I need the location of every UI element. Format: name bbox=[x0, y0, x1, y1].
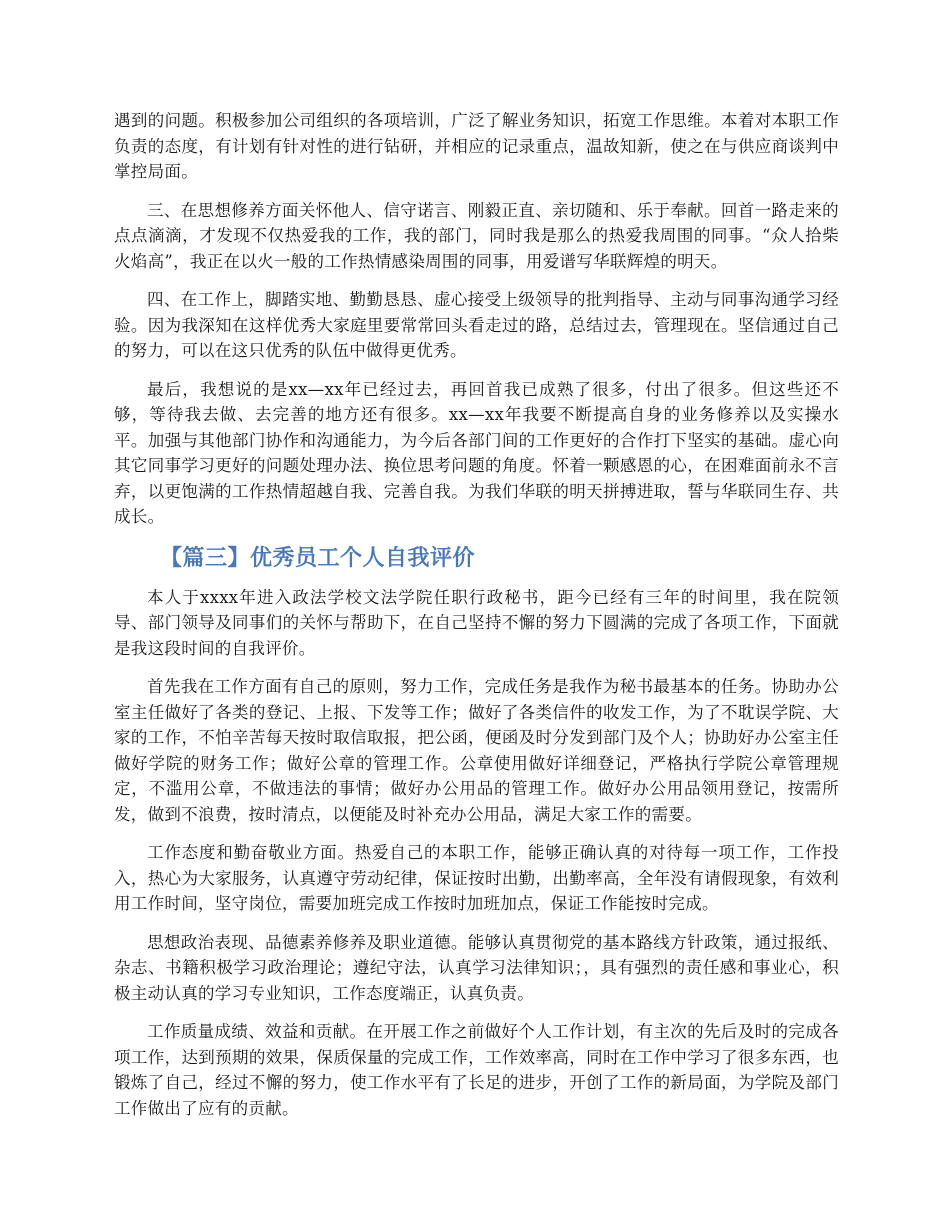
paragraph-work-quality: 工作质量成绩、效益和贡献。在开展工作之前做好个人工作计划，有主次的先后及时的完成各项工作，达到预期的效果，保质保量的完成工作，工作效率高，同时在工作中学习了很多东西，也锻炼了自己，经过不懈的努力，使工作水平有了长足的进步，开创了工作的新局面，为学院及部门工作做出了应有的贡献。 bbox=[114, 1022, 839, 1118]
paragraph-work-attitude: 工作态度和勤奋敬业方面。热爱自己的本职工作，能够正确认真的对待每一项工作，工作投入，热心为大家服务，认真遵守劳动纪律，保证按时出勤，出勤率高，全年没有请假现象，有效利用工作时间，坚守岗位，需要加班完成工作按时加班加点，保证工作能按时完成。 bbox=[114, 843, 839, 913]
paragraph-work-principles: 首先我在工作方面有自己的原则，努力工作，完成任务是我作为秘书最基本的任务。协助办公室主任做好了各类的登记、上报、下发等工作；做好了各类信件的收发工作，为了不耽误学院、大家的工作，不怕辛苦每天按时取信取报，把公函，便函及时分发到部门及个人；协助好办公室主任做好学院的财务工作；做好公章的管理工作。公章使用做好详细登记，严格执行学院公章管理规定，不滥用公章，不做违法的事情；做好办公用品的管理工作。做好办公用品领用登记，按需所发，做到不浪费，按时清点，以便能及时补充办公用品，满足大家工作的需要。 bbox=[114, 677, 839, 824]
paragraph-item-four: 四、在工作上，脚踏实地、勤勤恳恳、虚心接受上级领导的批判指导、主动与同事沟通学习经验。因为我深知在这样优秀大家庭里要常常回头看走过的路，总结过去，管理现在。坚信通过自己的努力，可以在这只优秀的队伍中做得更优秀。 bbox=[114, 290, 839, 360]
paragraph-political-ethics: 思想政治表现、品德素养修养及职业道德。能够认真贯彻党的基本路线方针政策，通过报纸、杂志、书籍积极学习政治理论；遵纪守法，认真学习法律知识；，具有强烈的责任感和事业心，积极主动认真的学习专业知识，工作态度端正，认真负责。 bbox=[114, 932, 839, 1003]
paragraph-intro: 本人于xxxx年进入政法学校文法学院任职行政秘书，距今已经有三年的时间里，我在院领导、部门领导及同事们的关怀与帮助下，在自己坚持不懈的努力下圆满的完成了各项工作，下面就是我这段时间的自我评价。 bbox=[114, 587, 839, 658]
paragraph-closing: 最后，我想说的是xx—xx年已经过去，再回首我已成熟了很多，付出了很多。但这些还不够，等待我去做、去完善的地方还有很多。xx—xx年我要不断提高自身的业务修养以及实操水平。加强与其他部门协作和沟通能力，为今后各部门间的工作更好的合作打下坚实的基础。虚心向其它同事学习更好的问题处理办法、换位思考问题的角度。怀着一颗感恩的心，在困难面前永不言弃，以更饱满的工作热情超越自我、完善自我。为我们华联的明天拼搏进取，誓与华联同生存、共成长。 bbox=[114, 379, 839, 526]
section-title: 【篇三】优秀员工个人自我评价 bbox=[160, 545, 476, 571]
document-page bbox=[114, 108, 839, 1134]
paragraph-item-three: 三、在思想修养方面关怀他人、信守诺言、刚毅正直、亲切随和、乐于奉献。回首一路走来的点点滴滴，才发现不仅热爱我的工作，我的部门，同时我是那么的热爱我周围的同事。“众人拾柴火焰高”，我正在以火一般的工作热情感染周围的同事，用爱谱写华联辉煌的明天。 bbox=[114, 200, 839, 271]
paragraph-continued: 遇到的问题。积极参加公司组织的各项培训，广泛了解业务知识，拓宽工作思维。本着对本职工作负责的态度，有计划有针对性的进行钻研，并相应的记录重点，温故知新，使之在与供应商谈判中掌控局面。 bbox=[114, 111, 839, 181]
